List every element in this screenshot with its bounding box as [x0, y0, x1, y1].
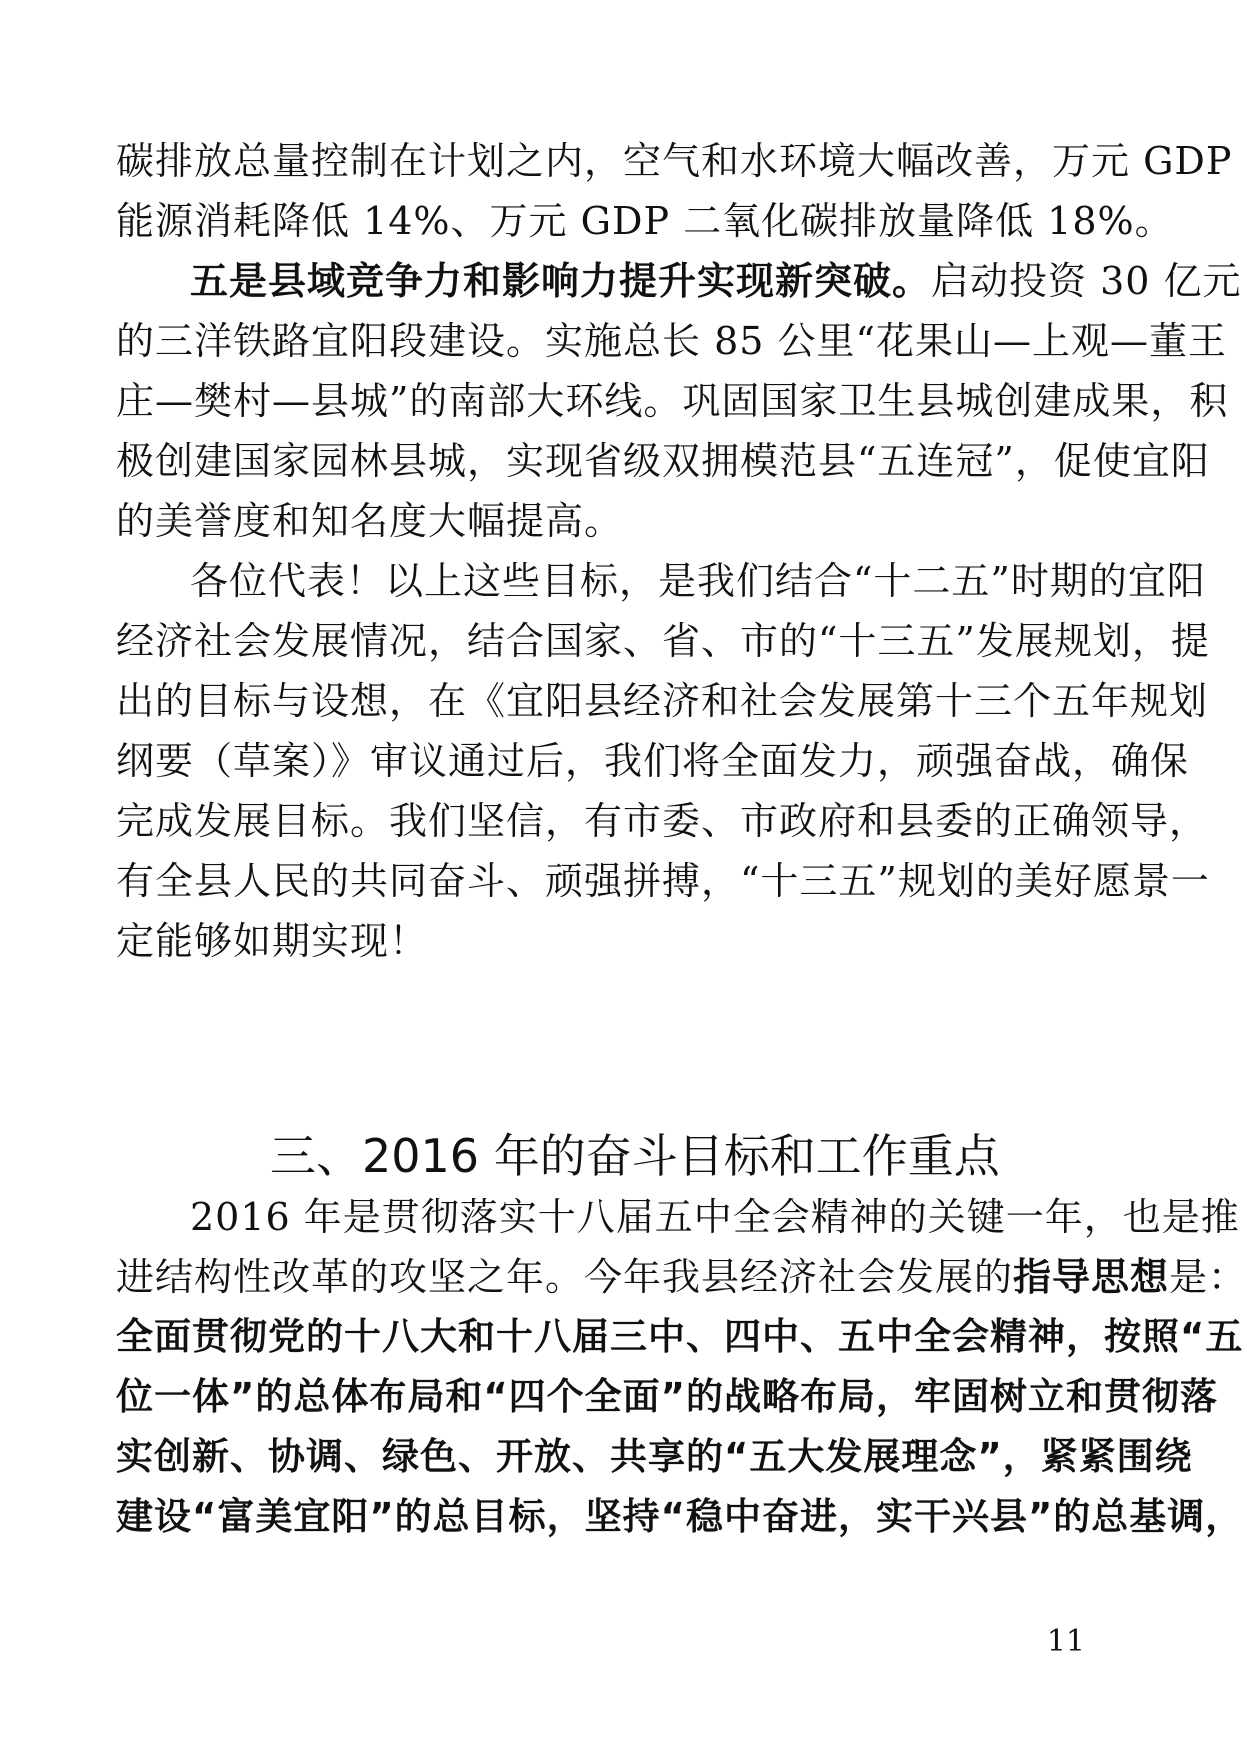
text-line: 庄—樊村—县城”的南部大环线。巩固国家卫生县城创建成果，积 [116, 379, 1229, 423]
bold-text-line: 建设“富美宜阳”的总目标，坚持“稳中奋进，实干兴县”的总基调， [116, 1495, 1244, 1538]
text-line: 碳排放总量控制在计划之内，空气和水环境大幅改善，万元 GDP [116, 139, 1233, 183]
text-line: 的美誉度和知名度大幅提高。 [116, 499, 624, 543]
bold-text-line: 全面贯彻党的十八大和十八届三中、四中、五中全会精神，按照“五 [116, 1315, 1244, 1358]
text-segment: 是： [1169, 1255, 1247, 1299]
text-segment: 进结构性改革的攻坚之年。今年我县经济社会发展的 [116, 1255, 1014, 1299]
section-heading: 三、2016 年的奋斗目标和工作重点 [270, 1129, 1000, 1184]
page-number: 11 [1046, 1624, 1085, 1659]
text-line: 各位代表！以上这些目标，是我们结合“十二五”时期的宜阳 [190, 559, 1206, 603]
bold-text-line: 实创新、协调、绿色、开放、共享的“五大发展理念”，紧紧围绕 [116, 1435, 1193, 1478]
text-line: 极创建国家园林县城，实现省级双拥模范县“五连冠”，促使宜阳 [116, 439, 1210, 483]
text-line: 经济社会发展情况，结合国家、省、市的“十三五”发展规划，提 [116, 619, 1210, 663]
text-line: 有全县人民的共同奋斗、顽强拼搏，“十三五”规划的美好愿景一 [116, 859, 1210, 903]
text-line: 能源消耗降低 14%、万元 GDP 二氧化碳排放量降低 18%。 [116, 199, 1174, 243]
text-line: 2016 年是贯彻落实十八届五中全会精神的关键一年，也是推 [190, 1195, 1240, 1239]
bold-text-line: 位一体”的总体布局和“四个全面”的战略布局，牢固树立和贯彻落 [116, 1375, 1218, 1418]
text-line: 完成发展目标。我们坚信，有市委、市政府和县委的正确领导， [116, 799, 1209, 843]
bold-key-phrase: 指导思想 [1013, 1255, 1170, 1299]
bold-lead-phrase: 五是县域竞争力和影响力提升实现新突破。 [190, 259, 932, 303]
text-line: 定能够如期实现！ [116, 919, 429, 963]
text-line: 纲要（草案）》审议通过后，我们将全面发力，顽强奋战，确保 [116, 739, 1190, 783]
text-line: 的三洋铁路宜阳段建设。实施总长 85 公里“花果山—上观—董王 [116, 319, 1227, 363]
text-line: 出的目标与设想，在《宜阳县经济和社会发展第十三个五年规划 [116, 679, 1209, 723]
text-segment: 启动投资 30 亿元 [931, 259, 1242, 303]
